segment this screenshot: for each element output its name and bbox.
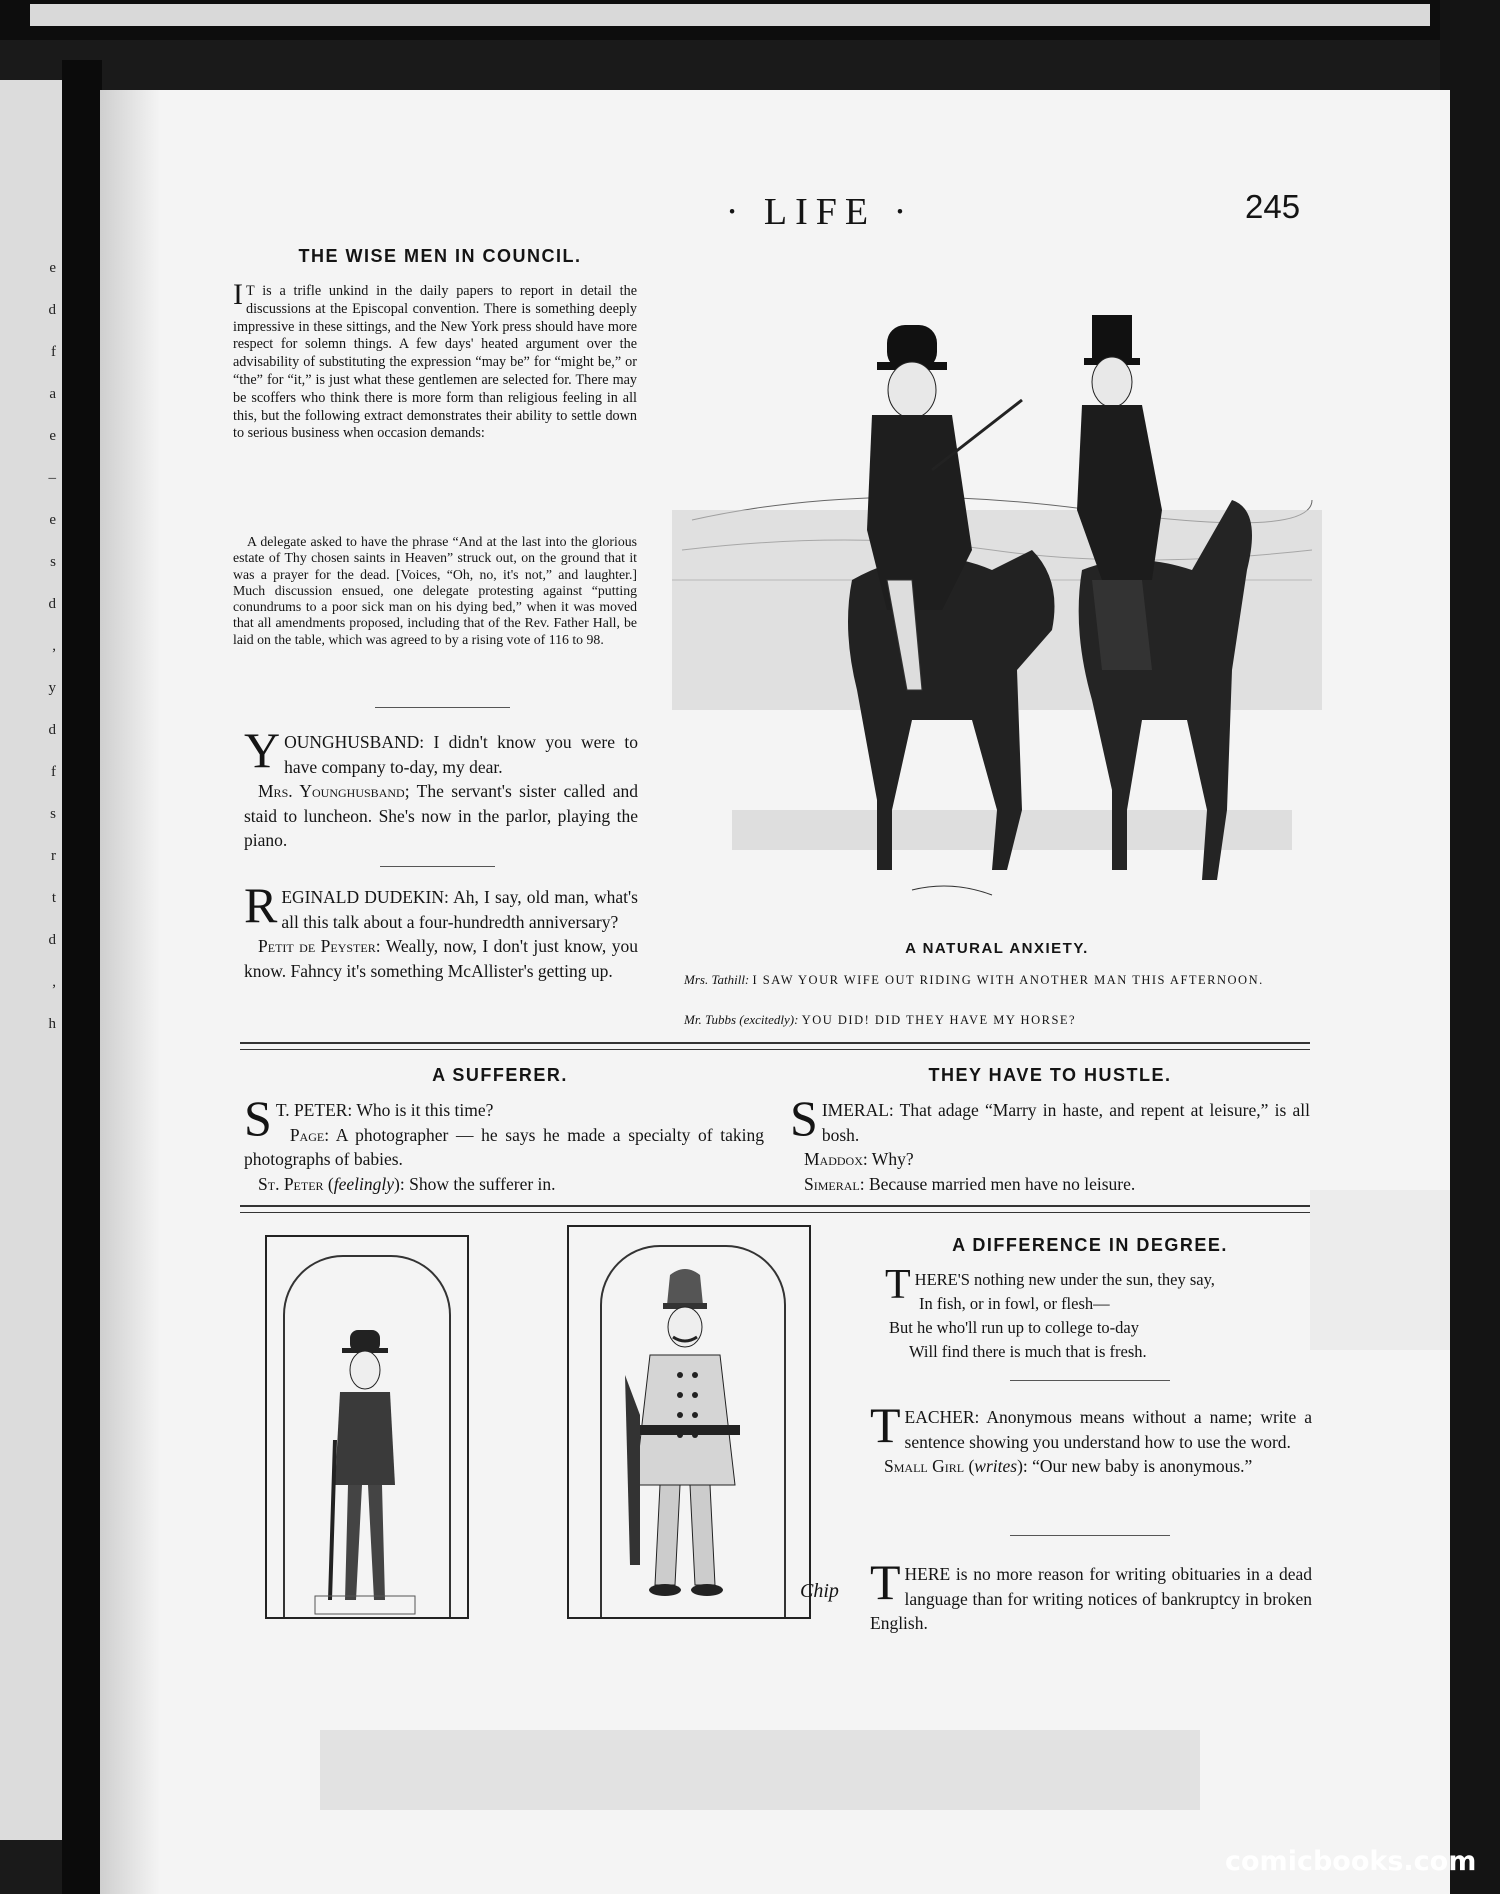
facing-page-char: d: [48, 722, 56, 738]
scan-top-paper: [30, 4, 1430, 26]
divider: [1010, 1380, 1170, 1381]
magazine-title: · LIFE ·: [725, 191, 915, 233]
speaker-name: Maddox: [804, 1149, 863, 1169]
section-divider: [240, 1042, 1310, 1050]
joke-sufferer: S T. PETER: Who is it this time? Page: A photographer — he says he made a specialty of taking photographs of babies. St. Peter (feelingly): Show the sufferer in.: [244, 1090, 764, 1194]
dialogue-line: : A photographer — he says he made a specialty of taking photographs of babies.: [244, 1124, 764, 1169]
dropcap: T: [870, 1554, 901, 1610]
facing-page-char: t: [51, 890, 56, 906]
facing-page-char: y: [48, 680, 56, 696]
page-shadow: [100, 90, 160, 1894]
article-title-sufferer: A SUFFERER.: [432, 1065, 568, 1085]
dropcap: I: [233, 278, 243, 311]
article-wise-men: [233, 278, 637, 443]
facing-page-char: e: [49, 260, 56, 276]
poem-difference: [885, 1262, 1315, 1364]
speaker-name: Mrs. Tathill:: [684, 972, 750, 987]
verse-line: In fish, or in fowl, or flesh—: [919, 1294, 1110, 1313]
dialogue-line: : Because married men have no leisure.: [859, 1173, 1136, 1194]
dialogue-line: : Weally, now, I don't just know, you know. Fahncy it's something McAllister's getting up.: [244, 936, 638, 981]
section-divider: [240, 1205, 1310, 1213]
joke-teacher: TEACHER: Anonymous means without a name; write a sentence showing you understand how to use the word. Small Girl (writes): “Our new baby is anonymous.”: [870, 1397, 1312, 1476]
verse-line: But he who'll run up to college to-day: [889, 1318, 1139, 1337]
dialogue-line: T. PETER: Who is it this time?: [275, 1100, 494, 1120]
facing-page-char: d: [48, 932, 56, 948]
dropcap: S: [244, 1090, 272, 1146]
cartoon-caption-title: A NATURAL ANXIETY.: [905, 940, 1089, 957]
article-title-difference: A DIFFERENCE IN DEGREE.: [952, 1235, 1228, 1255]
dropcap: Y: [244, 722, 281, 778]
facing-page-char: e: [49, 512, 56, 528]
dropcap: S: [790, 1090, 818, 1146]
paragraph: T is a trifle unkind in the daily papers to report in detail the discussions at the Episcopal convention. There is something deeply impressive in these sittings, and the New York press should have more respect for solemn things. A few days' heated argument over the advisability of substituting the expression “may be” for “might be,” or “the” for “it,” is just what these gentlemen are selected for. There may be scoffers who think there is more form than religious feeling in all this, but the following extract demonstrates their ability to settle down to serious business when occasion demands:: [233, 283, 637, 442]
speaker-name: Mrs. Younghusband: [258, 781, 405, 801]
dialogue-line: : Show the sufferer in.: [399, 1173, 556, 1194]
dropcap: R: [244, 877, 278, 933]
divider: [380, 866, 495, 867]
divider: [1010, 1535, 1170, 1536]
book-gutter: [62, 60, 102, 1894]
artist-signature: Chip: [800, 1580, 839, 1602]
joke-dudekin: [244, 877, 638, 983]
facing-page-char: e: [49, 428, 56, 444]
facing-page-char: h: [48, 1016, 56, 1032]
dialogue-line: YOU DID! DID THEY HAVE MY HORSE?: [801, 1013, 1077, 1027]
facing-page-char: d: [48, 302, 56, 318]
speaker-name: Page: [289, 1124, 325, 1145]
facing-page-char: f: [51, 764, 56, 780]
riders-illustration: [672, 250, 1322, 900]
dialogue-line: EACHER: Anonymous means without a name; write a sentence showing you understand how to use the word.: [904, 1407, 1312, 1452]
article-title-hustle: THEY HAVE TO HUSTLE.: [928, 1065, 1172, 1085]
tape-residue-right: [1310, 1190, 1450, 1350]
speaker-name: Small Girl: [884, 1456, 965, 1476]
dropcap: T: [870, 1397, 901, 1453]
article-title-wise-men: THE WISE MEN IN COUNCIL.: [298, 246, 582, 266]
cartoon-caption: [660, 970, 1312, 990]
stage-direction: feelingly: [333, 1173, 395, 1194]
facing-page-char: a: [49, 386, 56, 402]
joke-younghusband: [244, 722, 638, 853]
dialogue-line: OUNGHUSBAND: I didn't know you were to have company to-day, my dear.: [284, 732, 638, 777]
facing-page-edge: [0, 80, 62, 1840]
facing-page-char: r: [51, 848, 56, 864]
watermark: comicbooks.com: [1225, 1846, 1477, 1877]
speaker-name: Mr. Tubbs (excitedly):: [684, 1012, 799, 1027]
dialogue-line: EGINALD DUDEKIN: Ah, I say, old man, what's all this talk about a four-hundredth anniversary?: [281, 887, 638, 932]
verse-line: HERE'S nothing new under the sun, they say,: [914, 1270, 1215, 1289]
verse-line: Will find there is much that is fresh.: [909, 1342, 1147, 1361]
dialogue-line: I SAW YOUR WIFE OUT RIDING WITH ANOTHER MAN THIS AFTERNOON.: [752, 973, 1264, 987]
paragraph: HERE is no more reason for writing obituaries in a dead language than for writing notices of bankruptcy in broken English.: [870, 1564, 1312, 1633]
dialogue-line: : Why?: [862, 1149, 914, 1169]
facing-page-char: –: [48, 470, 56, 486]
tape-residue: [320, 1730, 1200, 1810]
dialogue-line: : “Our new baby is anonymous.”: [1022, 1456, 1253, 1476]
facing-page-char: d: [48, 596, 56, 612]
page-number: 245: [1245, 188, 1301, 225]
stage-direction: writes: [974, 1456, 1018, 1476]
facing-page-char: s: [50, 806, 56, 822]
speaker-name: Petit de Peyster: [258, 936, 376, 956]
facing-page-char: s: [50, 554, 56, 570]
joke-obituaries: [870, 1554, 1312, 1636]
speaker-name: Simeral: [804, 1173, 860, 1194]
facing-page-char: ,: [52, 638, 56, 654]
cartoon-caption-reply: [684, 1010, 1324, 1030]
facing-page-char: ,: [52, 974, 56, 990]
facing-page-char: f: [51, 344, 56, 360]
dropcap: T: [885, 1262, 911, 1308]
dialogue-line: IMERAL: That adage “Marry in haste, and repent at leisure,” is all bosh.: [821, 1100, 1310, 1145]
policeman-figure: [585, 1265, 785, 1615]
dialogue-line: ; The servant's sister called and staid to luncheon. She's now in the parlor, playing the piano.: [244, 781, 638, 850]
joke-hustle: [790, 1090, 1310, 1196]
speaker-name: St. Peter: [258, 1173, 324, 1194]
quoted-extract: A delegate asked to have the phrase “And at the last into the glorious estate of Thy chosen saints in Heaven” struck out, on the ground that it was a prayer for the dead. [Voices, “Oh, no, it's not,” and laughter.] Much discussion ensued, one delegate protesting against “putting conundrums to a poor sick man on his dying bed,” when it was moved that all amendments proposed, including that of the Rev. Father Hall, be laid on the table, which was agreed to by a rising vote of 116 to 98.: [233, 534, 637, 647]
thin-man-figure: [300, 1300, 430, 1620]
divider: [375, 707, 510, 708]
